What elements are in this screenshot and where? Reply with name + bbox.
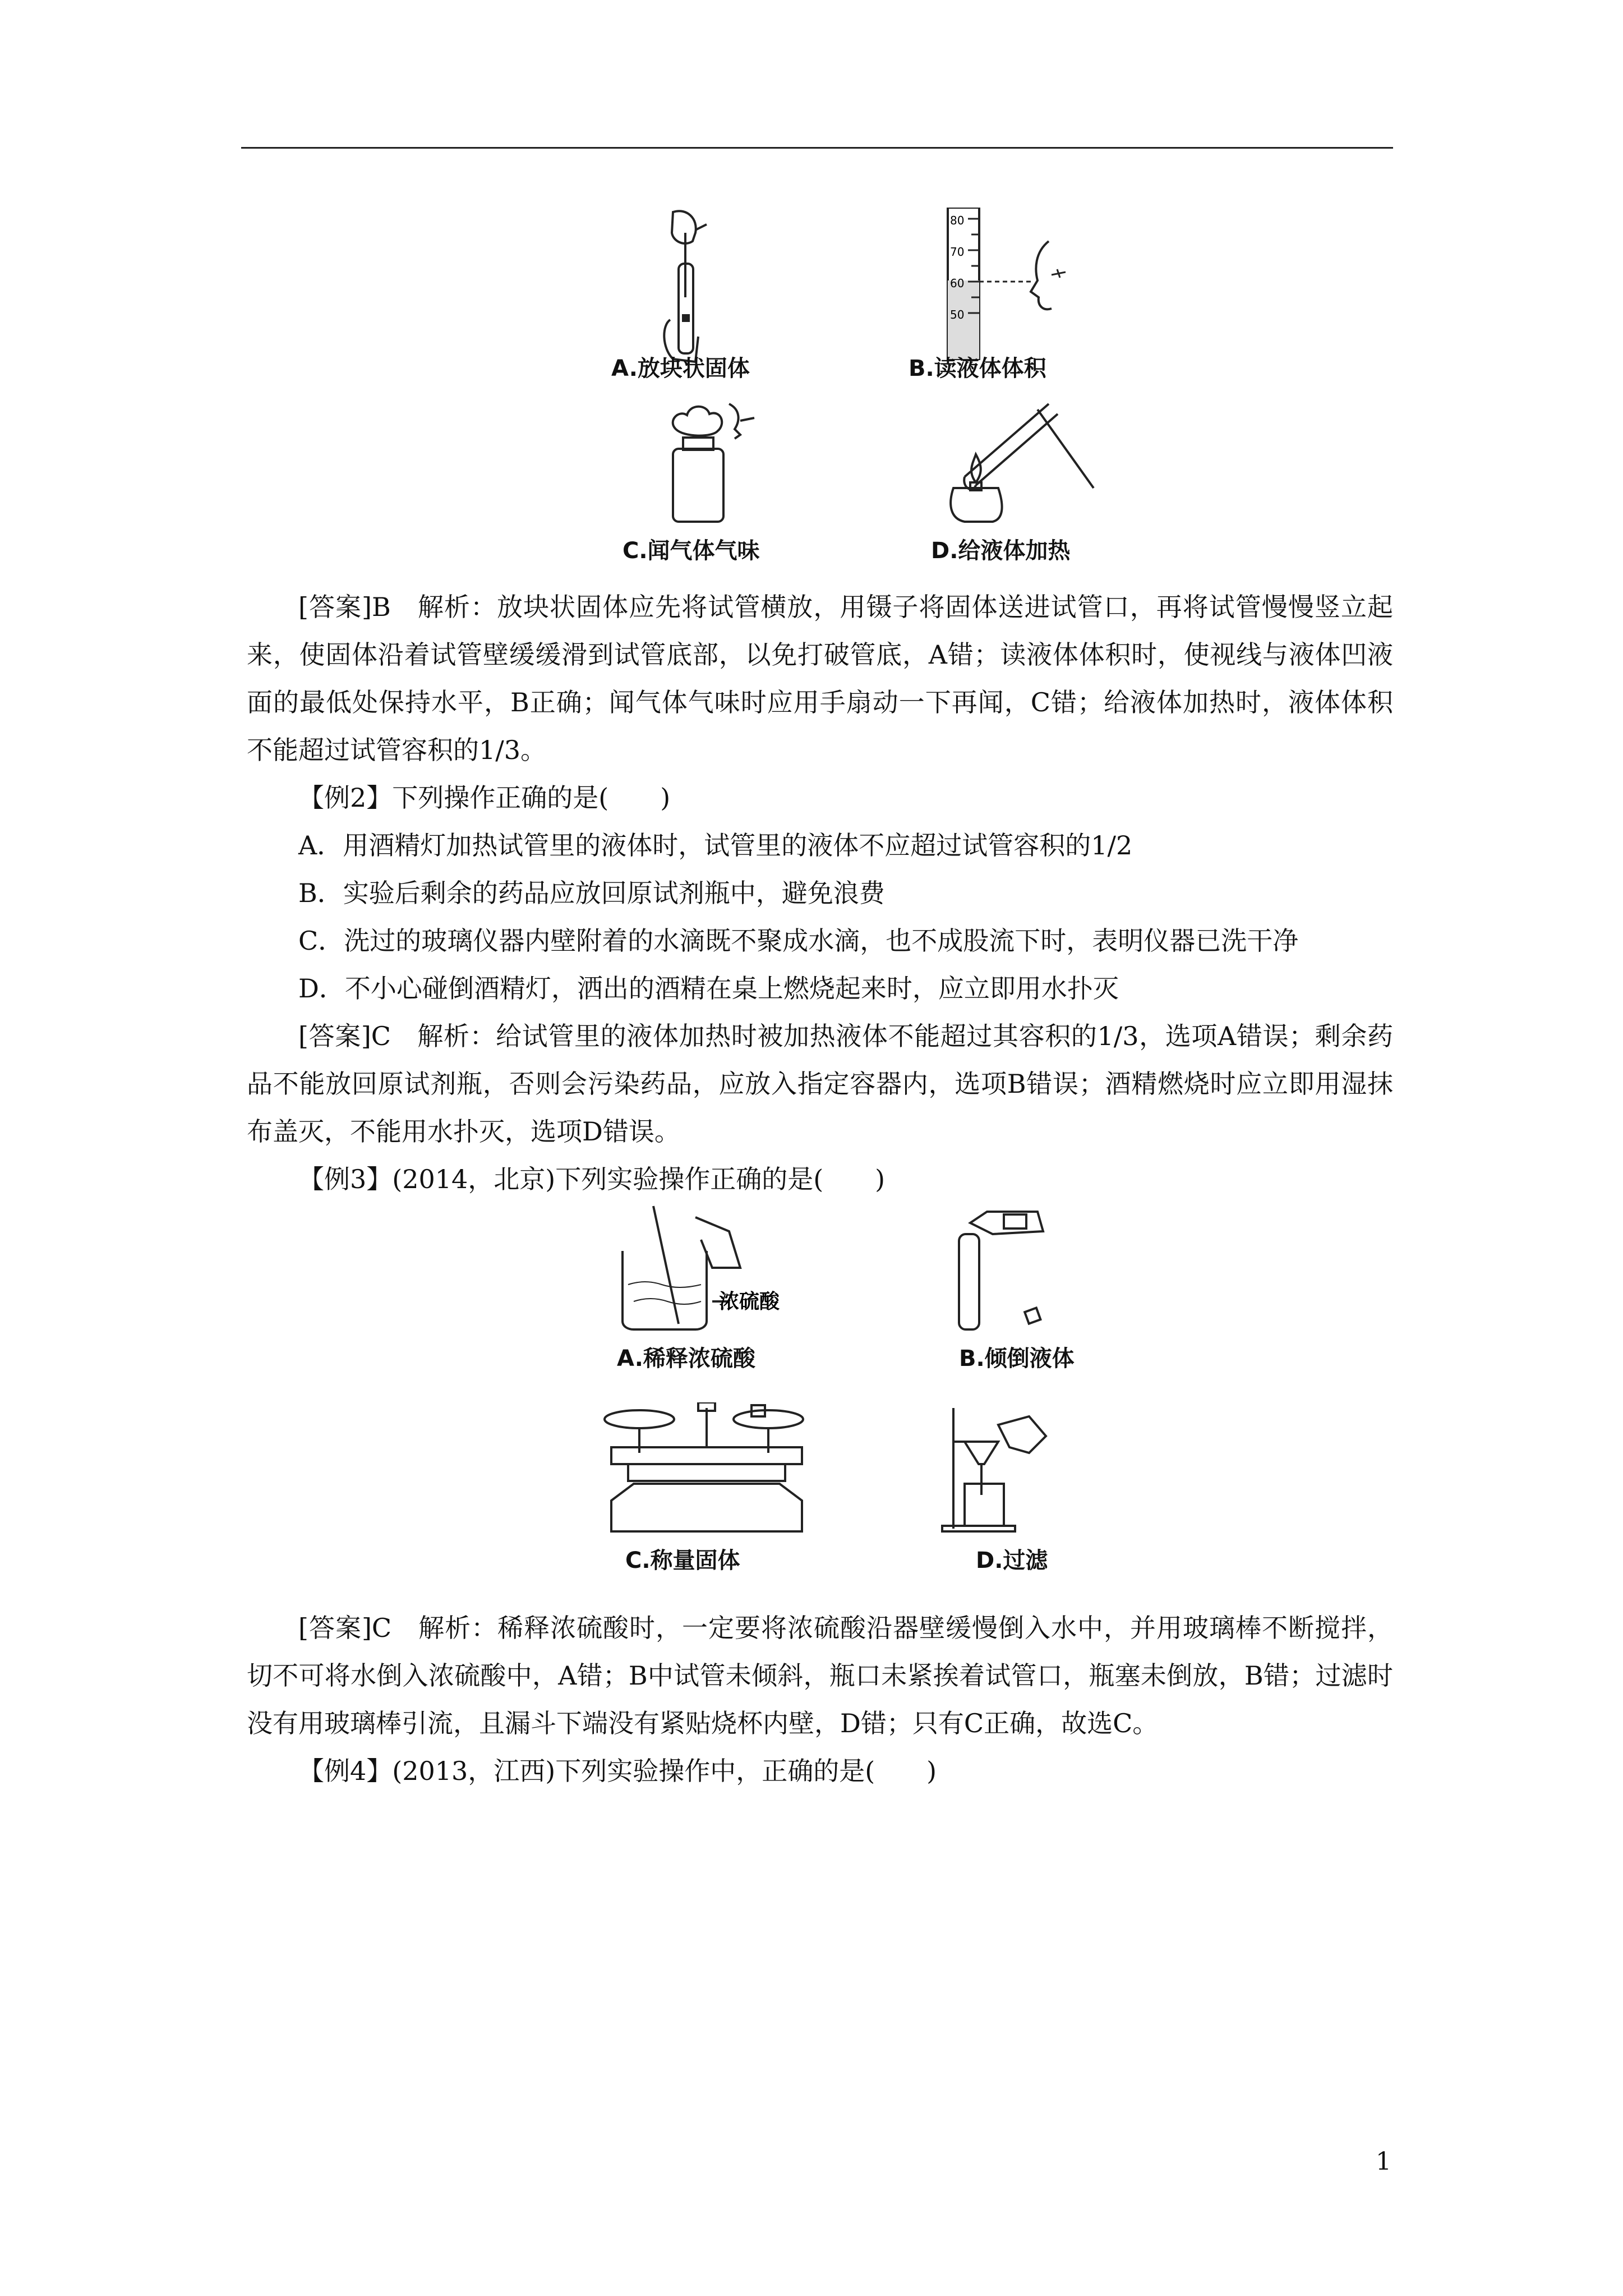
- acid-label: 浓硫酸: [719, 1290, 780, 1313]
- heat-liquid-illustration: [931, 398, 1099, 527]
- figure2-caption-c: C.称量固体: [625, 1548, 740, 1573]
- read-volume-illustration: [937, 208, 1099, 370]
- page-number: 1: [1376, 2147, 1391, 2176]
- place-solid-illustration: [639, 208, 735, 370]
- answer-3: [答案]C 解析：稀释浓硫酸时，一定要将浓硫酸沿器壁缓慢倒入水中，并用玻璃棒不断搅拌，切不可将水倒入浓硫酸中，A错；B中试管未倾斜，瓶口未紧挨着试管口，瓶塞未倒放，B错；过滤时没有用玻璃棒引流，且漏斗下端没有紧贴烧杯内壁，D错；只有C正确，故选C。: [247, 1613, 1393, 1738]
- example-2-option-a: A．用酒精灯加热试管里的液体时，试管里的液体不应超过试管容积的1/2: [298, 830, 1133, 861]
- figure1-caption-a: A.放块状固体: [611, 356, 750, 381]
- text-block-1: [247, 583, 1393, 1203]
- pour-liquid-illustration: [942, 1200, 1088, 1335]
- answer-2: [答案]C 解析：给试管里的液体加热时被加热液体不能超过其容积的1/3，选项A错误；剩余药品不能放回原试剂瓶，否则会污染药品，应放入指定容器内，选项B错误；酒精燃烧时应立即用湿抹布盖灭，不能用水扑灭，选项D错误。: [247, 1021, 1393, 1147]
- scale-50: 50: [950, 308, 965, 321]
- figure2-caption-b: B.倾倒液体: [959, 1346, 1075, 1372]
- example-2-option-c: C．洗过的玻璃仪器内壁附着的水滴既不聚成水滴，也不成股流下时，表明仪器已洗干净: [298, 926, 1299, 956]
- smell-gas-illustration: [656, 398, 768, 527]
- scale-80: 80: [950, 214, 965, 227]
- example-3-question: 【例3】(2014，北京)下列实验操作正确的是( ): [298, 1164, 886, 1194]
- text-block-2: [247, 1604, 1393, 1795]
- figure2-caption-a: A.稀释浓硫酸: [617, 1346, 755, 1372]
- scale-70: 70: [950, 245, 965, 259]
- header-rule: [241, 147, 1393, 149]
- weigh-solid-illustration: [600, 1402, 813, 1537]
- example-2-question: 【例2】下列操作正确的是( ): [298, 783, 671, 813]
- example-4-question: 【例4】(2013，江西)下列实验操作中，正确的是( ): [298, 1756, 937, 1786]
- figure-1: [583, 196, 1122, 589]
- figure1-caption-d: D.给液体加热: [931, 538, 1071, 564]
- figure1-caption-b: B.读液体体积: [909, 356, 1046, 381]
- example-2-option-b: B．实验后剩余的药品应放回原试剂瓶中，避免浪费: [298, 878, 885, 908]
- figure-2: [583, 1200, 1122, 1604]
- answer-1: [答案]B 解析：放块状固体应先将试管横放，用镊子将固体送进试管口，再将试管慢慢竖立起来，使固体沿着试管壁缓缓滑到试管底部，以免打破管底，A错；读液体体积时，使视线与液体凹液面的最低处保持水平，B正确；闻气体气味时应用手扇动一下再闻，C错；给液体加热时，液体体积不能超过试管容积的1/3。: [247, 592, 1393, 765]
- figure1-caption-c: C.闻气体气味: [623, 538, 760, 564]
- scale-60: 60: [950, 277, 965, 290]
- figure2-caption-d: D.过滤: [976, 1548, 1048, 1573]
- example-2-option-d: D．不小心碰倒酒精灯，洒出的酒精在桌上燃烧起来时，应立即用水扑灭: [298, 973, 1119, 1004]
- filtration-illustration: [931, 1402, 1077, 1537]
- dilute-acid-illustration: [611, 1200, 802, 1335]
